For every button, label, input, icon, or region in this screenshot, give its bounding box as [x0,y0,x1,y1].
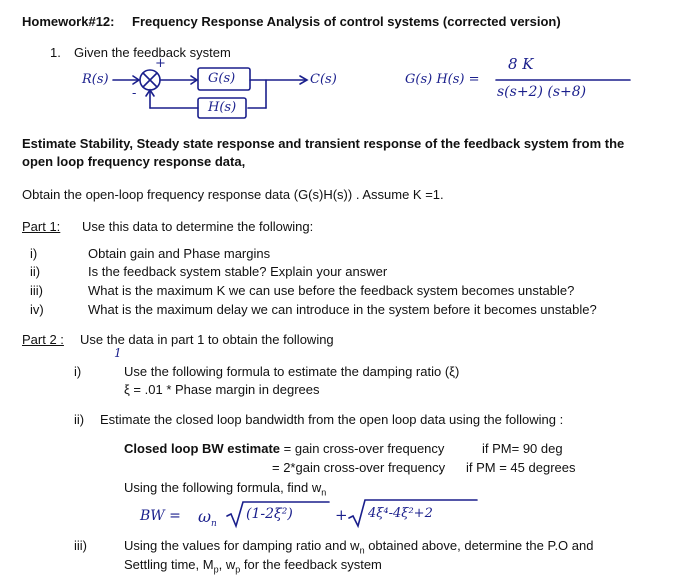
damping-formula-intro: Use the following formula to estimate the damping ratio (ξ) [124,364,460,379]
settling-subscript-p1: p [213,564,219,575]
sum-plus-sign: + [155,56,166,71]
part2-intro: Use the data in part 1 to obtain the following [80,332,334,347]
bw-formula-wn [198,507,217,529]
natural-frequency-subscript: n [321,487,327,498]
output-label: C(s) [310,72,337,87]
part1-intro: Use this data to determine the following: [82,219,314,234]
settling-text-b: , w [218,557,236,572]
po-text-a: Using the values for damping ratio and w [124,538,360,553]
forward-block-label: G(s) [208,71,236,86]
part1-item-text: Obtain gain and Phase margins [88,246,271,261]
sum-minus-sign: - [132,86,137,101]
question-number: 1. [50,45,61,60]
bandwidth-intro: Estimate the closed loop bandwidth from the open loop data using the following : [100,412,564,427]
estimate-line-1: Estimate Stability, Steady state response and transient response of the feedback system from the [22,136,625,151]
transfer-function-denominator: s(s+2) (s+8) [497,84,587,100]
bandwidth-condition-2: if PM = 45 degrees [466,460,576,475]
settling-text-a: Settling time, M [124,557,214,572]
bandwidth-equation-2: = 2*gain cross-over frequency [272,460,446,475]
part1-item-num: ii) [30,264,41,279]
bw-formula-inner-2: 4ξ⁴-4ξ²+2 [368,506,433,521]
bw-formula-inner-1: (1-2ξ²) [246,506,293,522]
po-settling-line-2 [124,557,382,578]
settling-subscript-p2: p [235,564,241,575]
part1-item-text: Is the feedback system stable? Explain your answer [88,264,388,279]
part1-item-num: i) [30,246,38,261]
settling-text-c: for the feedback system [240,557,382,572]
part2-i-num: i) [74,364,82,379]
po-settling-line-1 [124,538,593,559]
part2-ii-num: ii) [74,412,85,427]
damping-formula: ξ = .01 * Phase margin in degrees [124,382,320,397]
bandwidth-equation-1: = gain cross-over frequency [280,441,445,456]
bw-formula-omega-subscript: n [211,519,217,530]
part1-item-text: What is the maximum delay we can introduce in the system before it becomes unstable? [88,302,597,317]
homework-title: Frequency Response Analysis of control systems (corrected version) [132,14,561,29]
obtain-line: Obtain the open-loop frequency response data (G(s)H(s)) . Assume K =1. [22,187,444,202]
bw-formula-lhs: BW = [140,508,181,524]
bandwidth-estimate-label: Closed loop BW estimate [124,441,281,456]
part1-item-text: What is the maximum K we can use before the feedback system becomes unstable? [88,283,575,298]
feedback-block-label: H(s) [208,100,237,115]
homework-label: Homework#12: [22,14,115,29]
po-subscript-n: n [359,545,365,556]
estimate-line-2: open loop frequency response data, [22,154,246,169]
part2-iii-num: iii) [74,538,87,553]
bandwidth-condition-1: if PM= 90 deg [482,441,563,456]
transfer-function-numerator: 8 K [508,55,534,73]
input-label: R(s) [82,72,109,87]
bw-formula-omega: ω [198,507,212,526]
po-text-b: obtained above, determine the P.O and [364,538,594,553]
question-text: Given the feedback system [74,45,231,60]
part1-label: Part 1: [22,219,61,234]
part2-label: Part 2 : [22,332,64,347]
fraction-bar [494,77,634,83]
bandwidth-estimate-line-1 [124,441,444,457]
bw-formula-plus: + [335,506,348,524]
natural-frequency-text: Using the following formula, find w [124,480,322,495]
part1-item-num: iv) [30,302,44,317]
feedback-block-diagram [80,58,320,124]
transfer-function-lhs: G(s) H(s) = [405,72,480,87]
handwritten-mark: 1 [114,346,122,360]
part1-item-num: iii) [30,283,43,298]
